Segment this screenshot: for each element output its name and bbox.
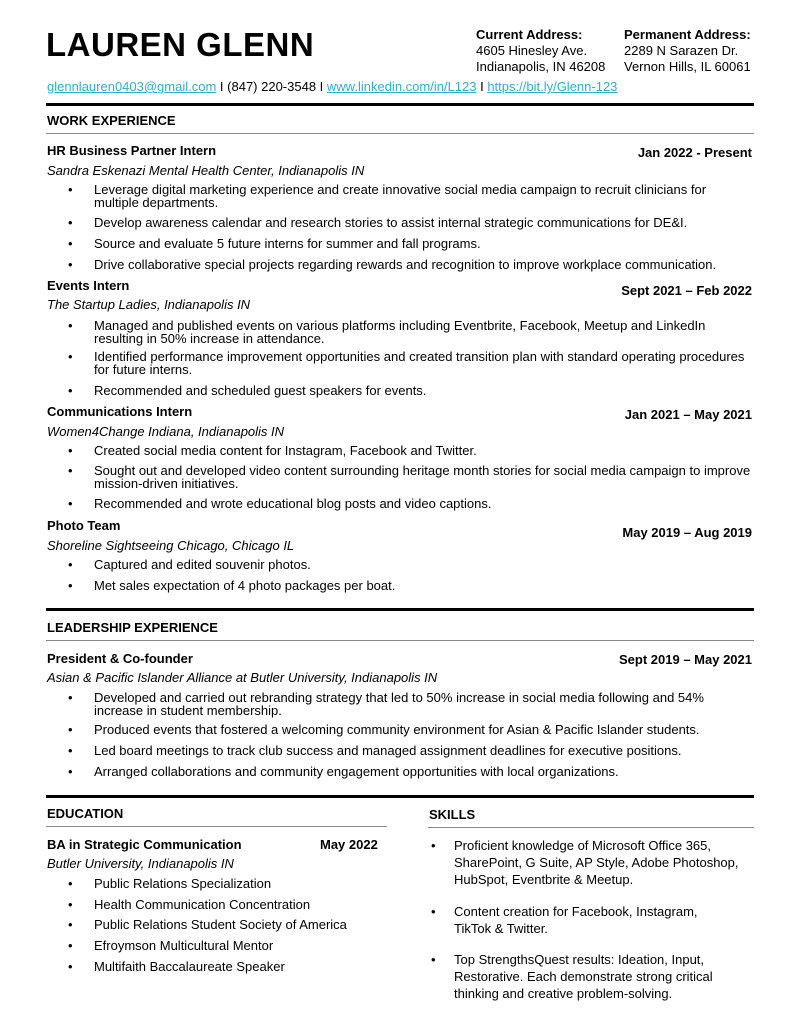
job-organization: Asian & Pacific Islander Alliance at Butler University, Indianapolis IN <box>47 670 438 685</box>
section-divider <box>46 608 754 611</box>
education-heading: EDUCATION <box>47 806 124 821</box>
list-item: • Identified performance improvement opportunities and created transition plan with standard operating procedures for future interns. <box>68 351 752 376</box>
heading-underline <box>46 133 754 134</box>
list-item: • Source and evaluate 5 future interns for summer and fall programs. <box>68 238 752 251</box>
permanent-address-line1: 2289 N Sarazen Dr. <box>624 43 739 58</box>
skill-item: • Top StrengthsQuest results: Ideation, Input, Restorative. Each demonstrate strong critical thinking and creative problem-solving. <box>429 951 729 1002</box>
heading-underline <box>46 640 754 641</box>
job-title: President & Co-founder <box>47 651 193 666</box>
job-title: Communications Intern <box>47 404 193 419</box>
list-item: • Arranged collaborations and community engagement opportunities with local organizations. <box>68 766 752 779</box>
school-name: Butler University, Indianapolis IN <box>47 856 234 871</box>
job-title: Events Intern <box>47 278 130 293</box>
section-divider <box>46 103 754 106</box>
current-address-line1: 4605 Hinesley Ave. <box>476 43 588 58</box>
degree-title: BA in Strategic Communication <box>47 837 242 852</box>
heading-underline <box>46 826 387 827</box>
separator: I <box>316 79 327 94</box>
skill-item: • Content creation for Facebook, Instagram, TikTok & Twitter. <box>429 903 719 937</box>
list-item: • Health Communication Concentration <box>68 899 398 912</box>
list-item: • Created social media content for Instagram, Facebook and Twitter. <box>68 445 752 458</box>
list-item: • Multifaith Baccalaureate Speaker <box>68 961 398 974</box>
permanent-address-label: Permanent Address: <box>624 27 751 42</box>
job-organization: Sandra Eskenazi Mental Health Center, Indianapolis IN <box>47 163 365 178</box>
list-item: • Led board meetings to track club success and managed assignment deadlines for executive positions. <box>68 745 752 758</box>
separator: I <box>216 79 228 94</box>
section-divider <box>46 795 754 798</box>
job-title: HR Business Partner Intern <box>47 143 217 158</box>
list-item: • Captured and edited souvenir photos. <box>68 559 752 572</box>
job-dates: Sept 2021 – Feb 2022 <box>621 283 752 298</box>
job-title: Photo Team <box>47 518 121 533</box>
email-link[interactable]: glennlauren0403@gmail.com <box>47 79 217 94</box>
list-item: • Develop awareness calendar and research stories to assist internal strategic communications for DE&I. <box>68 217 752 230</box>
list-item: • Public Relations Specialization <box>68 878 398 891</box>
list-item: • Produced events that fostered a welcoming community environment for Asian & Pacific Islander students. <box>68 724 752 737</box>
job-dates: Jan 2022 - Present <box>637 145 752 160</box>
job-organization: The Startup Ladies, Indianapolis IN <box>47 297 251 312</box>
skill-item: • Proficient knowledge of Microsoft Office 365, SharePoint, G Suite, AP Style, Adobe Photoshop, HubSpot, Eventbrite & Meetup. <box>429 837 739 888</box>
separator: I <box>476 79 488 94</box>
current-address-label: Current Address: <box>476 27 583 42</box>
list-item: • Developed and carried out rebranding strategy that led to 50% increase in social media following and 54% increase in student membership. <box>68 692 752 717</box>
list-item: • Met sales expectation of 4 photo packages per boat. <box>68 580 752 593</box>
list-item: • Drive collaborative special projects regarding rewards and recognition to improve workplace communication. <box>68 259 752 272</box>
list-item: • Managed and published events on various platforms including Eventbrite, Facebook, Meetup and LinkedIn resulting in 50% increase in attendance. <box>68 320 752 345</box>
work-experience-heading: WORK EXPERIENCE <box>47 113 176 128</box>
list-item: • Efroymson Multicultural Mentor <box>68 940 398 953</box>
phone-number: (847) 220-3548 <box>227 79 317 94</box>
contact-line <box>47 79 617 94</box>
candidate-name: LAUREN GLENN <box>46 26 315 63</box>
job-organization: Shoreline Sightseeing Chicago, Chicago IL <box>47 538 295 553</box>
linkedin-link[interactable]: www.linkedin.com/in/L123 <box>326 79 477 94</box>
list-item: • Recommended and scheduled guest speakers for events. <box>68 385 752 398</box>
current-address <box>476 27 605 75</box>
job-dates: May 2019 – Aug 2019 <box>622 525 752 540</box>
job-dates: Sept 2019 – May 2021 <box>619 652 752 667</box>
heading-underline <box>428 827 754 828</box>
job-organization: Women4Change Indiana, Indianapolis IN <box>47 424 285 439</box>
list-item: • Leverage digital marketing experience and create innovative social media campaign to recruit clinicians for multiple departments. <box>68 184 752 209</box>
skills-heading: SKILLS <box>429 807 476 822</box>
permanent-address <box>624 27 751 75</box>
current-address-line2: Indianapolis, IN 46208 <box>476 59 606 74</box>
permanent-address-line2: Vernon Hills, IL 60061 <box>624 59 751 74</box>
portfolio-link[interactable]: https://bit.ly/Glenn-123 <box>487 79 618 94</box>
list-item: • Recommended and wrote educational blog posts and video captions. <box>68 498 752 511</box>
list-item: • Sought out and developed video content surrounding heritage month stories for social media campaign to improve mission-driven initiatives. <box>68 465 752 490</box>
graduation-date: May 2022 <box>320 837 378 852</box>
job-dates: Jan 2021 – May 2021 <box>624 407 752 422</box>
leadership-heading: LEADERSHIP EXPERIENCE <box>47 620 218 635</box>
list-item: • Public Relations Student Society of America <box>68 919 398 932</box>
